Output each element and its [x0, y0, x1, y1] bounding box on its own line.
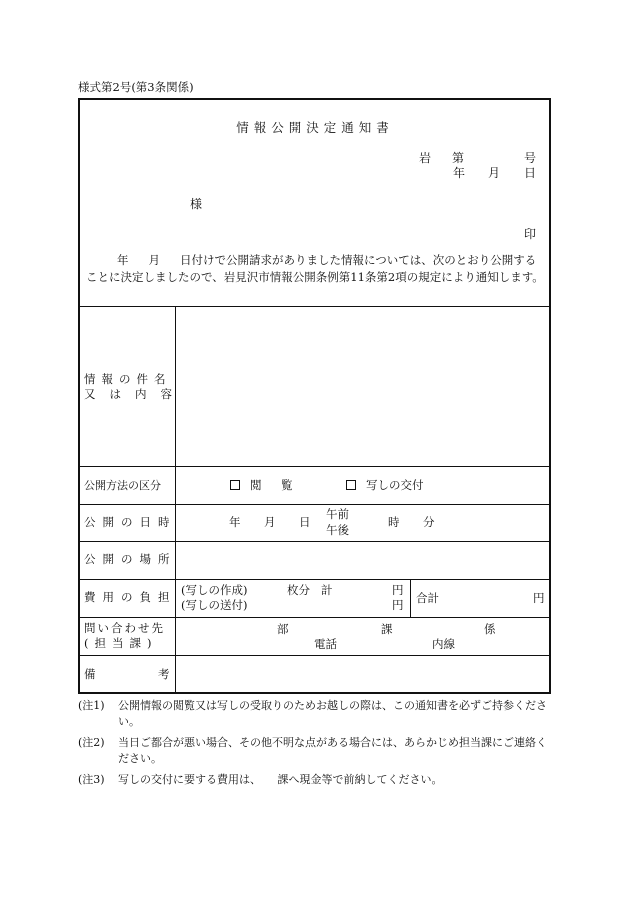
note-item [78, 698, 548, 730]
table-top-rule [79, 306, 550, 307]
notice-line-2: ことに決定しましたので、岩見沢市情報公開条例第11条第2項の規定により通知します。 [86, 270, 544, 284]
remarks-label-2: 考 [158, 667, 170, 681]
row-rule-6 [79, 655, 550, 656]
cost-send-label: (写しの送付) [181, 598, 248, 612]
label-column-rule [175, 306, 176, 693]
note-text: 公開情報の閲覧又は写しの受取りのためお越しの際は、この通知書を必ずご持参ください。 [118, 699, 547, 728]
cost-sum-label: 合計 [416, 591, 439, 605]
note-item [78, 772, 548, 788]
note-number: (注3) [78, 773, 105, 786]
note-number: (注1) [78, 699, 105, 712]
office-abbrev: 岩 [419, 151, 432, 165]
contact-label-2: (担当課) [84, 636, 158, 650]
dt-hour: 時 [388, 515, 400, 529]
notes [78, 698, 548, 793]
dt-pm: 午後 [326, 523, 349, 537]
body-month: 月 [148, 253, 160, 267]
checkbox-view[interactable] [230, 480, 240, 490]
notice-line-1 [86, 252, 548, 269]
contact-phone-label: 電話 [314, 637, 337, 651]
addressee-suffix: 様 [190, 197, 203, 211]
contact-unit: 係 [484, 622, 496, 636]
cost-copy-label: (写しの作成) [181, 583, 248, 597]
method-label: 公開方法の区分 [84, 479, 161, 492]
info-label-1: 情報の件名 [84, 372, 172, 386]
dt-am: 午前 [326, 507, 349, 521]
body-year: 年 [117, 253, 129, 267]
contact-label-1: 問い合わせ先 [84, 621, 165, 635]
cost-label: 費用の負担 [84, 590, 177, 604]
cost-sum-yen: 円 [533, 591, 545, 605]
contact-extension-label: 内線 [432, 637, 455, 651]
form-caption: 様式第2号(第3条関係) [78, 80, 194, 94]
row-rule-5 [79, 617, 550, 618]
datetime-label: 公開の日時 [84, 515, 177, 529]
cost-total-rule [410, 579, 411, 617]
note-text: 写しの交付に要する費用は、 課へ現金等で前納してください。 [118, 773, 443, 786]
note-item [78, 735, 548, 767]
row-rule-3 [79, 541, 550, 542]
cost-total-word: 計 [321, 583, 333, 597]
cost-yen-1: 円 [392, 583, 404, 597]
row-rule-1 [79, 466, 550, 467]
method-option-copy: 写しの交付 [366, 478, 424, 492]
date-month-label: 月 [488, 166, 501, 180]
info-label-2: 又は内容 [84, 387, 186, 401]
number-suffix: 号 [524, 151, 537, 165]
seal-mark: 印 [524, 227, 537, 241]
dt-day: 日 [299, 515, 311, 529]
note-text: 当日ご都合が悪い場合、その他不明な点がある場合には、あらかじめ担当課にご連絡ください。 [118, 736, 547, 765]
document-title: 情報公開決定通知書 [236, 120, 394, 135]
note-number: (注2) [78, 736, 105, 749]
row-rule-2 [79, 504, 550, 505]
contact-dept: 部 [277, 622, 289, 636]
number-prefix: 第 [452, 151, 465, 165]
cost-sheets: 枚分 [287, 583, 310, 597]
dt-month: 月 [264, 515, 276, 529]
row-rule-4 [79, 579, 550, 580]
remarks-label-1: 備 [84, 667, 96, 681]
contact-section: 課 [381, 622, 393, 636]
date-day-label: 日 [524, 166, 537, 180]
place-label: 公開の場所 [84, 552, 177, 566]
dt-year: 年 [229, 515, 241, 529]
body-line1-rest: 日付けで公開請求がありました情報については、次のとおり公開する [180, 253, 537, 267]
date-year-label: 年 [453, 166, 466, 180]
checkbox-copy[interactable] [346, 480, 356, 490]
notice-body [86, 252, 548, 286]
method-option-view: 閲 覧 [250, 478, 297, 492]
dt-minute: 分 [423, 515, 435, 529]
cost-yen-2: 円 [392, 598, 404, 612]
